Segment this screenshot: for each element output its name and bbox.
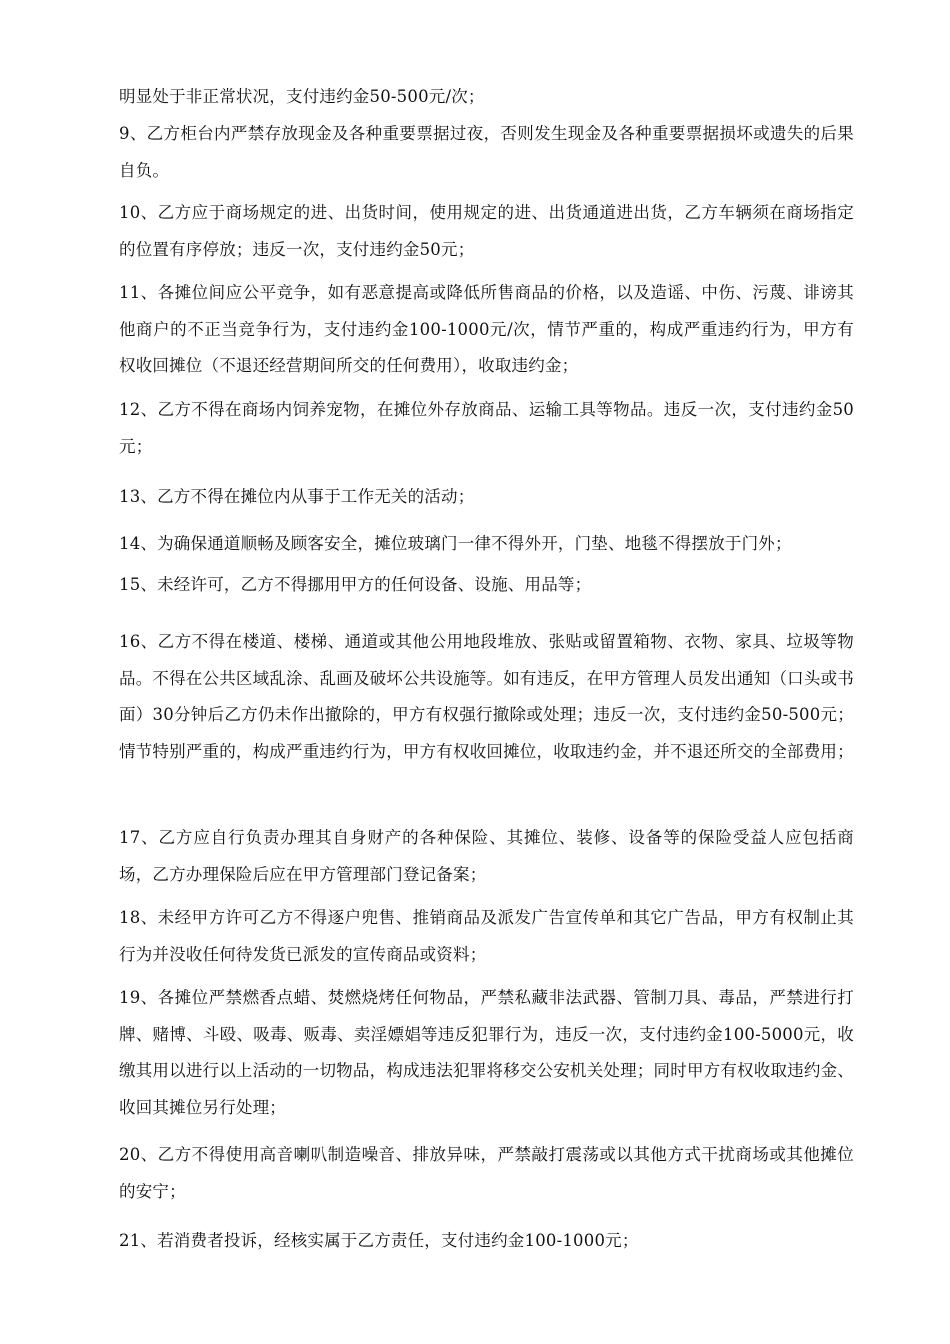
paragraph-item-17: 17、乙方应自行负责办理其自身财产的各种保险、其摊位、装修、设备等的保险受益人应包括商场，乙方办理保险后应在甲方管理部门登记备案； bbox=[119, 828, 854, 884]
paragraph-item-21: 21、若消费者投诉，经核实属于乙方责任，支付违约金100-1000元； bbox=[119, 1231, 639, 1250]
paragraph-item-19: 19、各摊位严禁燃香点蜡、焚燃烧烤任何物品，严禁私藏非法武器、管制刀具、毒品，严禁进行打牌、赌博、斗殴、吸毒、贩毒、卖淫嫖娼等违反犯罪行为，违反一次，支付违约金100-5000元，收缴其用以进行以上活动的一切物品，构成违法犯罪将移交公安机关处理；同时甲方有权收取违约金、收回其摊位另行处理； bbox=[119, 988, 854, 1117]
paragraph-item-16: 16、乙方不得在楼道、楼梯、通道或其他公用地段堆放、张贴或留置箱物、衣物、家具、垃圾等物品。不得在公共区域乱涂、乱画及破坏公共设施等。如有违反，在甲方管理人员发出通知（口头或书面）30分钟后乙方仍未作出撤除的，甲方有权强行撤除或处理；违反一次，支付违约金50-500元；情节特别严重的，构成严重违约行为，甲方有权收回摊位，收取违约金，并不退还所交的全部费用； bbox=[119, 632, 854, 761]
paragraph-continuation: 明显处于非正常状况，支付违约金50-500元/次； bbox=[119, 87, 485, 106]
paragraph-item-9: 9、乙方柜台内严禁存放现金及各种重要票据过夜，否则发生现金及各种重要票据损坏或遗失的后果自负。 bbox=[119, 124, 854, 180]
paragraph-item-15: 15、未经许可，乙方不得挪用甲方的任何设备、设施、用品等； bbox=[119, 575, 592, 594]
paragraph-item-13: 13、乙方不得在摊位内从事于工作无关的活动； bbox=[119, 487, 475, 506]
paragraph-item-14: 14、为确保通道顺畅及顾客安全，摊位玻璃门一律不得外开，门垫、地毯不得摆放于门外； bbox=[119, 534, 792, 553]
paragraph-item-12: 12、乙方不得在商场内饲养宠物，在摊位外存放商品、运输工具等物品。违反一次，支付违约金50元； bbox=[119, 400, 854, 456]
paragraph-item-11: 11、各摊位间应公平竞争，如有恶意提高或降低所售商品的价格，以及造谣、中伤、污蔑、诽谤其他商户的不正当竞争行为，支付违约金100-1000元/次，情节严重的，构成严重违约行为，甲方有权收回摊位（不退还经营期间所交的任何费用），收取违约金； bbox=[119, 283, 854, 375]
paragraph-item-10: 10、乙方应于商场规定的进、出货时间，使用规定的进、出货通道进出货，乙方车辆须在商场指定的位置有序停放；违反一次，支付违约金50元； bbox=[119, 203, 854, 259]
paragraph-item-20: 20、乙方不得使用高音喇叭制造噪音、排放异味，严禁敲打震荡或以其他方式干扰商场或其他摊位的安宁； bbox=[119, 1145, 854, 1201]
paragraph-item-18: 18、未经甲方许可乙方不得逐户兜售、推销商品及派发广告宣传单和其它广告品，甲方有权制止其行为并没收任何待发货已派发的宣传商品或资料； bbox=[119, 908, 854, 964]
